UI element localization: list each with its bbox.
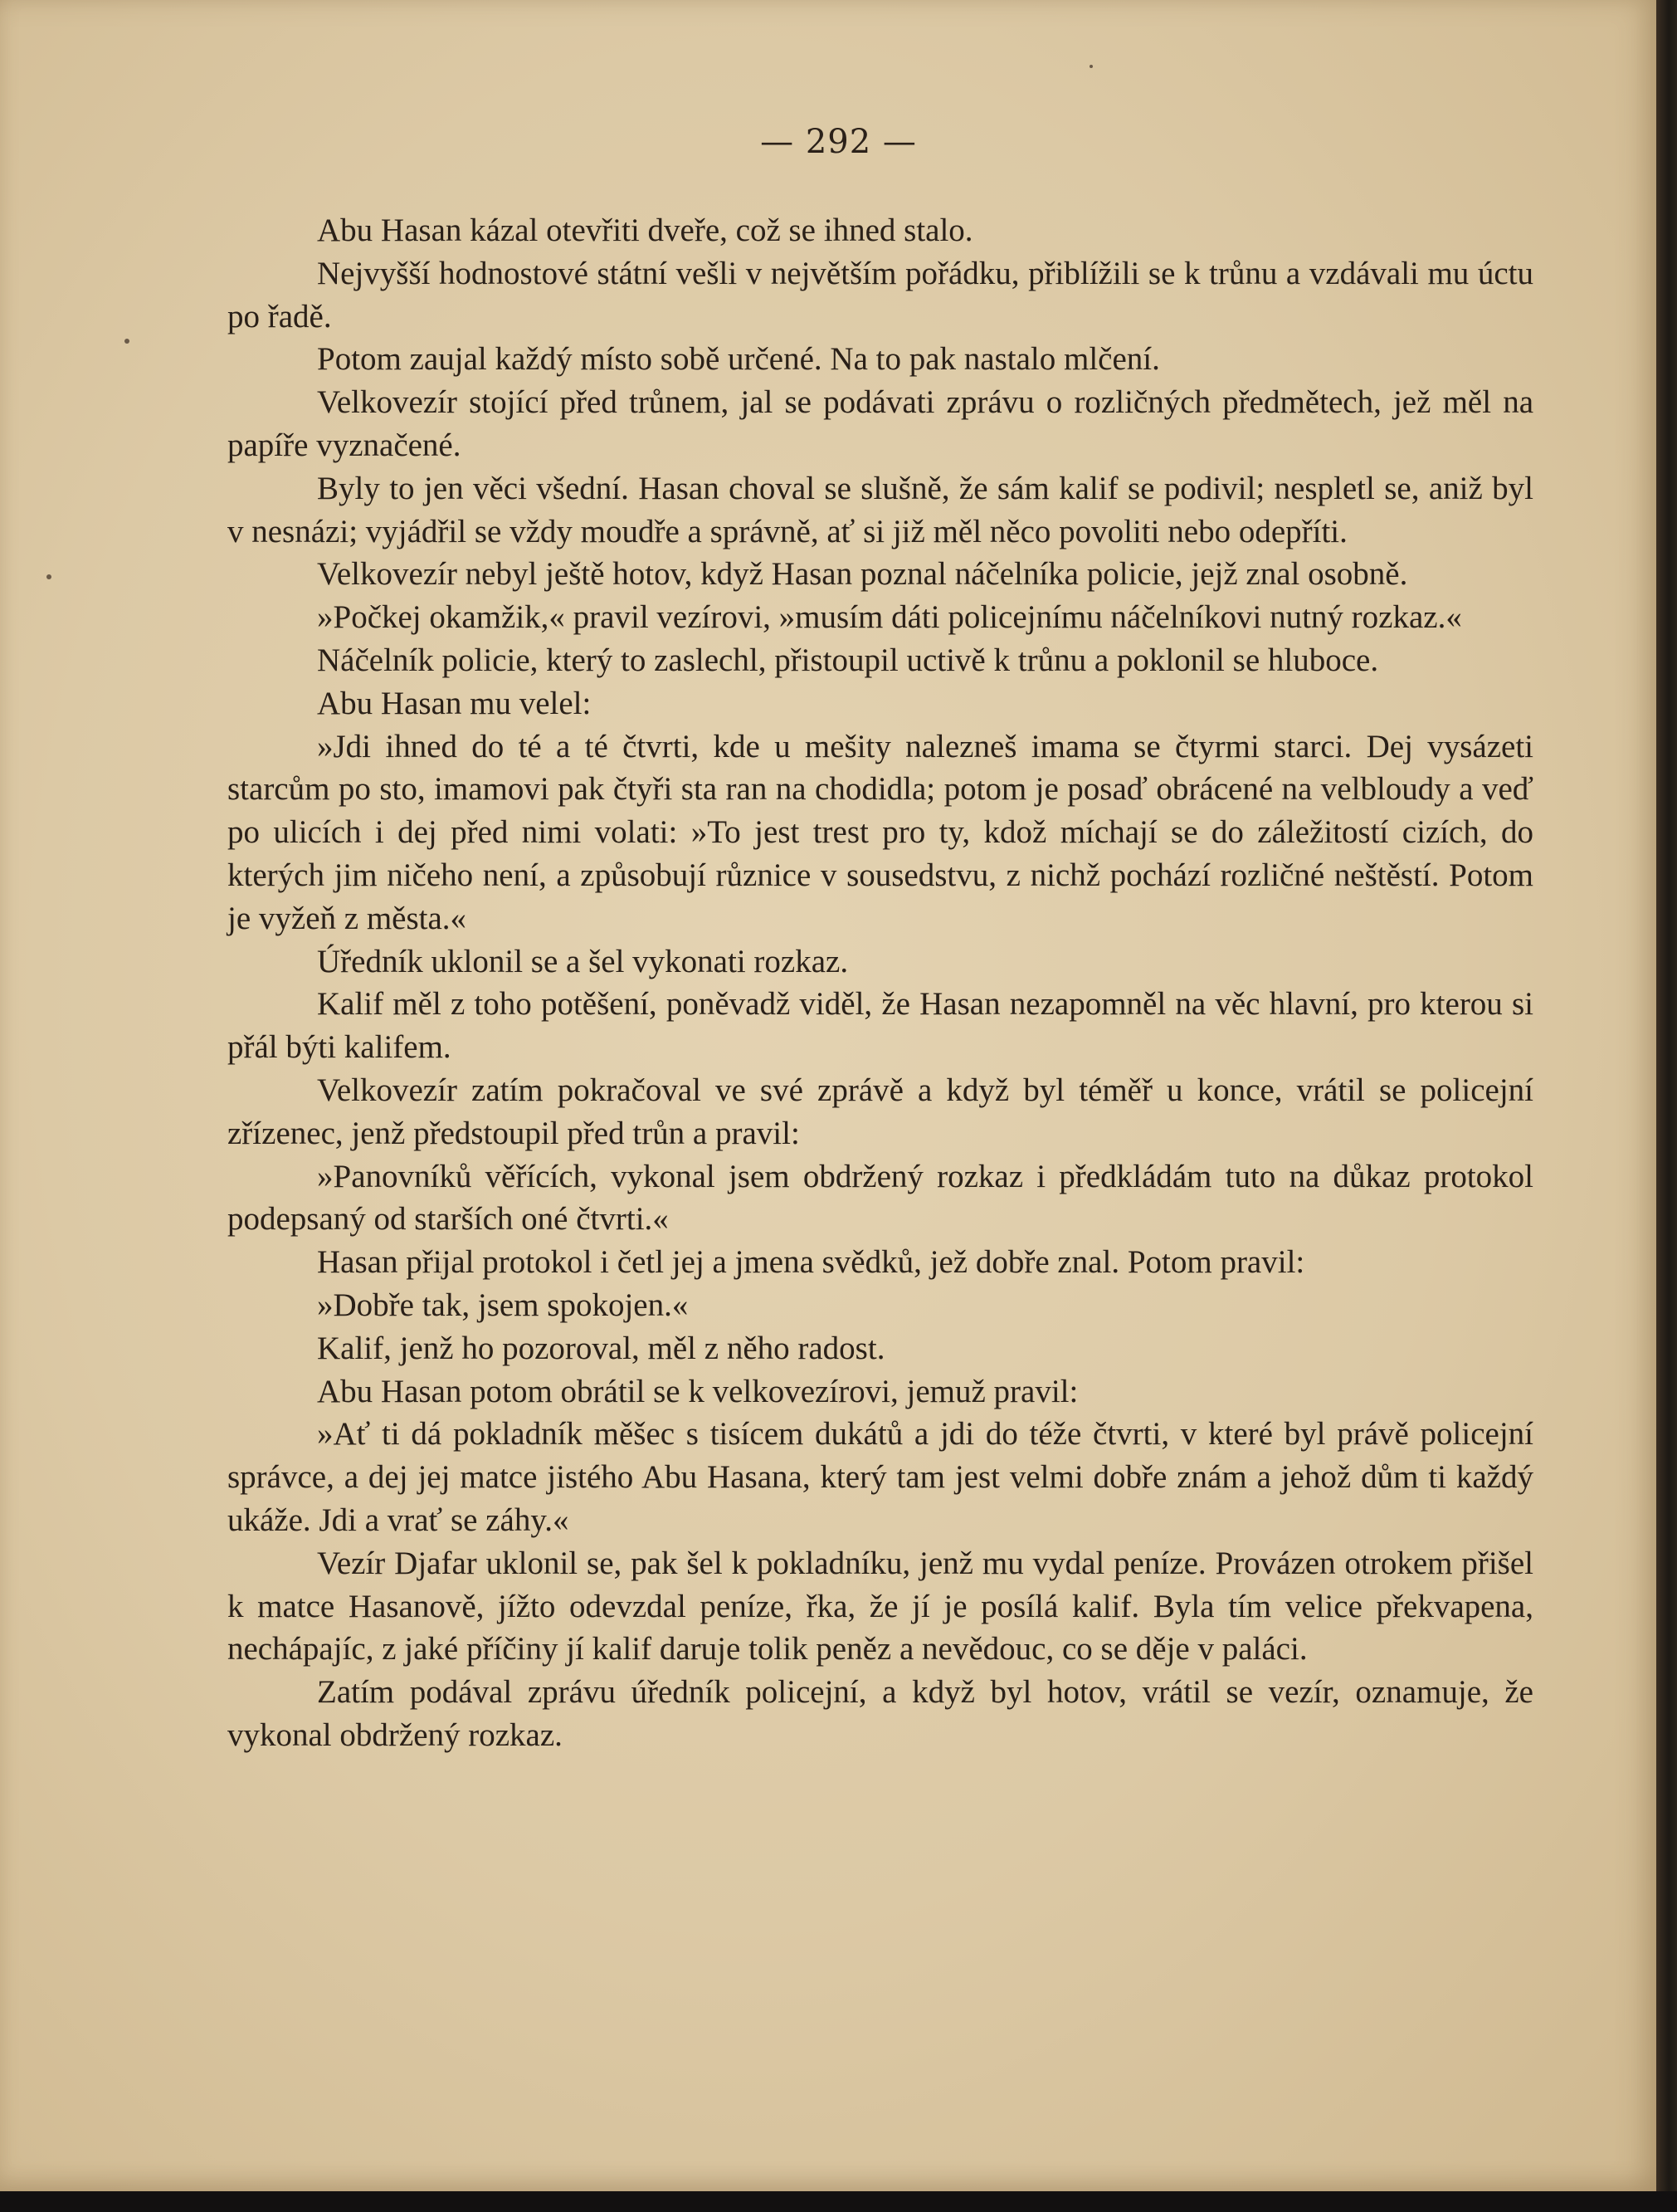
- paragraph: Zatím podával zprávu úředník policejní, a když byl hotov, vrátil se vezír, oznamuje, že vykonal obdržený rozkaz.: [227, 1674, 1533, 1753]
- paragraph: »Jdi ihned do té a té čtvrti, kde u mešity nalezneš imama se čtyrmi starci. Dej vysázeti starcům po sto, imamovi pak čtyři sta ran na chodidla; potom je posaď obrácené na velbloudy a veď po ulicích i dej před nimi volati: »To jest trest pro ty, kdož míchají se do záležitostí cizích, do kterých jim ničeho není, a způsobují různice v sousedstvu, z nichž pochází rozličné neštěstí. Potom je vyžeň z města.«: [227, 728, 1533, 936]
- paper-speck: [124, 339, 129, 344]
- paragraph: Byly to jen věci všední. Hasan choval se slušně, že sám kalif se podivil; nespletl se, aniž byl v nesnázi; vyjádřil se vždy moudře a správně, ať si již měl něco povoliti nebo odepříti.: [227, 470, 1533, 549]
- paragraph: Hasan přijal protokol i četl jej a jmena svědků, jež dobře znal. Potom pravil:: [317, 1244, 1305, 1281]
- paper-speck: [1090, 65, 1093, 68]
- paragraph: Náčelník policie, který to zaslechl, přistoupil uctivě k trůnu a poklonil se hluboce.: [317, 642, 1379, 678]
- body-text: [227, 209, 1533, 1757]
- paper-speck: [46, 574, 51, 579]
- paragraph: Nejvyšší hodnostové státní vešli v největším pořádku, přiblížili se k trůnu a vzdávali mu úctu po řadě.: [227, 255, 1533, 334]
- paragraph: »Dobře tak, jsem spokojen.«: [317, 1287, 689, 1323]
- paragraph: Vezír Djafar uklonil se, pak šel k pokladníku, jenž mu vydal peníze. Provázen otrokem přišel k matce Hasanově, jížto odevzdal peníze, řka, že jí je posílá kalif. Byla tím velice překvapena, nechápajíc, z jaké příčiny jí kalif daruje tolik peněz a nevědouc, co se děje v paláci.: [227, 1545, 1533, 1668]
- paragraph: »Počkej okamžik,« pravil vezírovi, »musím dáti policejnímu náčelníkovi nutný rozkaz.«: [317, 599, 1462, 636]
- page-number: — 292 —: [760, 123, 917, 161]
- paragraph: Abu Hasan mu velel:: [317, 685, 592, 721]
- paragraph: Úředník uklonil se a šel vykonati rozkaz.: [317, 943, 849, 979]
- paragraph: Potom zaujal každý místo sobě určené. Na to pak nastalo mlčení.: [317, 341, 1160, 378]
- paragraph: Velkovezír zatím pokračoval ve své zprávě a když byl téměř u konce, vrátil se policejní zřízenec, jenž předstoupil před trůn a pravil:: [227, 1072, 1533, 1151]
- paragraph: »Ať ti dá pokladník měšec s tisícem dukátů a jdi do téže čtvrti, v které byl právě policejní správce, a dej jej matce jistého Abu Hasana, který tam jest velmi dobře znám a jehož dům ti každý ukáže. Jdi a vrať se záhy.«: [227, 1416, 1533, 1538]
- book-spine-edge: [1656, 0, 1677, 2212]
- paragraph: Abu Hasan kázal otevřiti dveře, což se ihned stalo.: [317, 212, 973, 248]
- scan-bottom-edge: [0, 2191, 1677, 2212]
- paragraph: »Panovníků věřících, vykonal jsem obdržený rozkaz i předkládám tuto na důkaz protokol podepsaný od starších oné čtvrti.«: [227, 1158, 1533, 1238]
- paragraph: Velkovezír nebyl ještě hotov, když Hasan poznal náčelníka policie, jejž znal osobně.: [317, 556, 1408, 593]
- paragraph: Abu Hasan potom obrátil se k velkovezírovi, jemuž pravil:: [317, 1373, 1079, 1409]
- paragraph: Kalif, jenž ho pozoroval, měl z něho radost.: [317, 1330, 885, 1366]
- paragraph: Kalif měl z toho potěšení, poněvadž viděl, že Hasan nezapomněl na věc hlavní, pro kterou si přál býti kalifem.: [227, 986, 1533, 1066]
- paragraph: Velkovezír stojící před trůnem, jal se podávati zprávu o rozličných předmětech, jež měl na papíře vyznačené.: [227, 384, 1533, 463]
